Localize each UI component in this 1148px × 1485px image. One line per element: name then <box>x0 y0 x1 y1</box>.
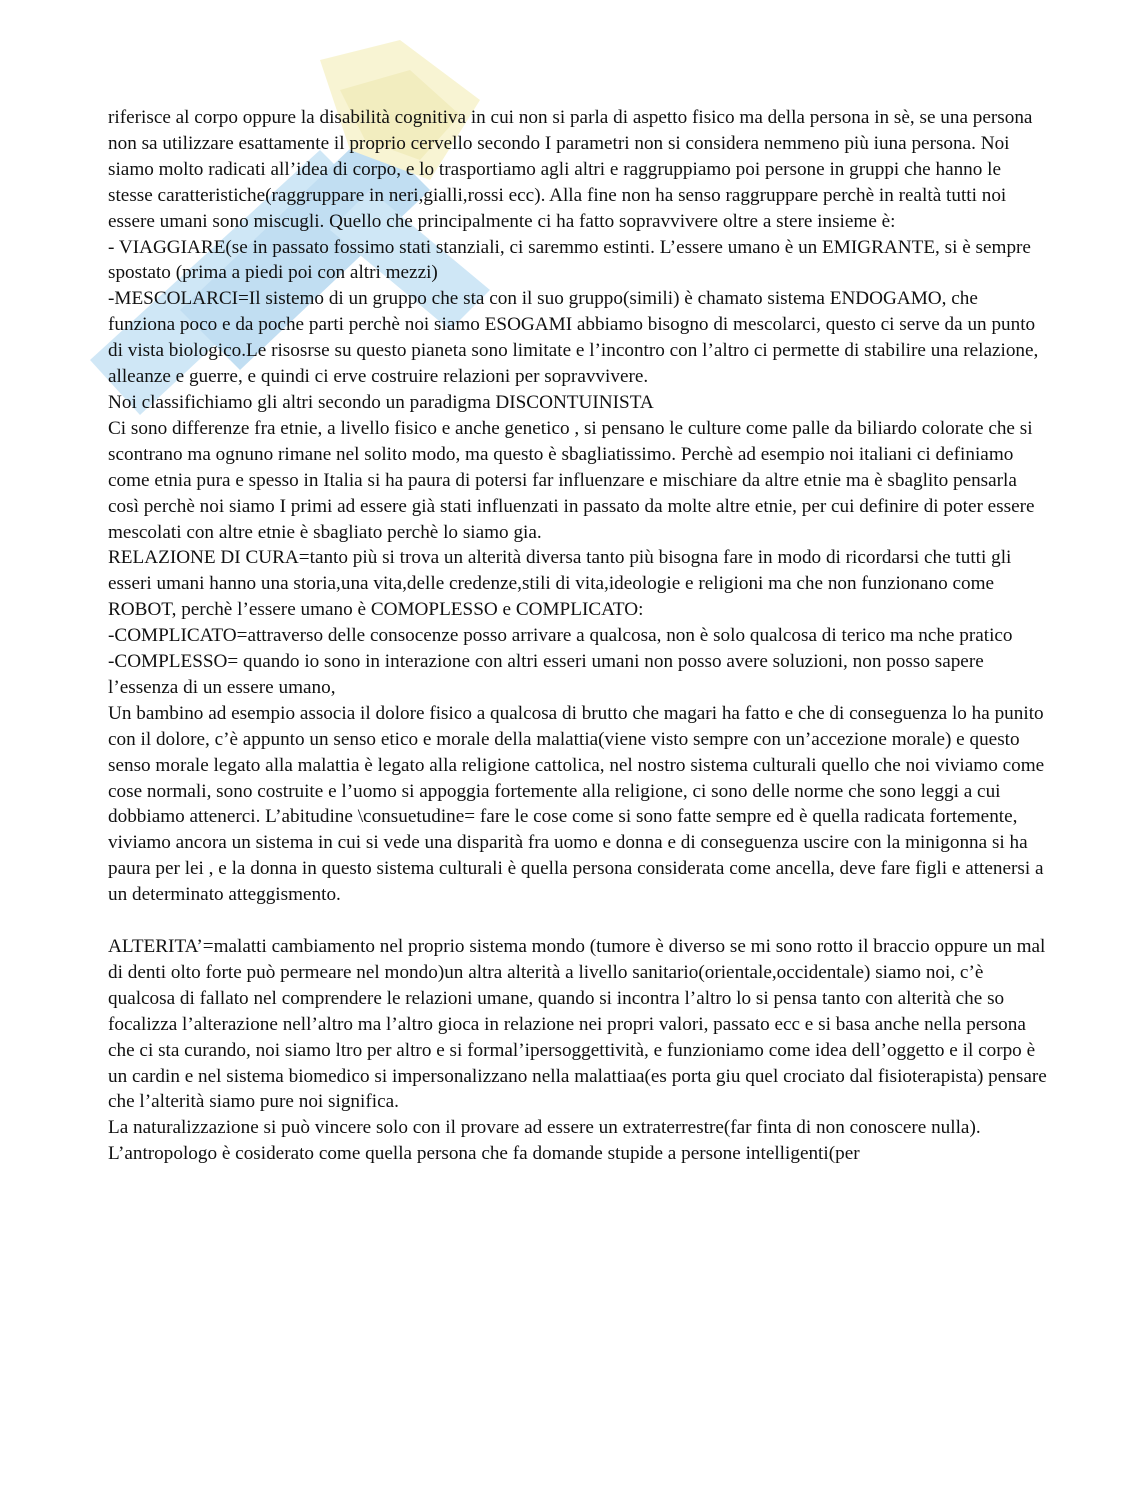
paragraph-complicato: -COMPLICATO=attraverso delle consocenze posso arrivare a qualcosa, non è solo qualcosa di terico ma nche pratico <box>108 625 1013 647</box>
paragraph-etnie: Ci sono differenze fra etnie, a livello fisico e anche genetico , si pensano le culture come palle da biliardo colorate che si scontrano ma ognuno rimane nel solito modo, ma questo è sbagliatissimo. Perchè ad esempio noi italiani ci definiamo come etnia pura e spesso in Italia si ha paura di potersi far influenzare e mischiare da altre etnie ma è sbaglito pensarla così perchè noi siamo I primi ad essere già stati influenzati in passato da molte altre etnie, per cui definire di poter essere mescolati con altre etnie è sbagliato perchè lo siamo gia. <box>108 417 1035 543</box>
paragraph-naturalizzazione: La naturalizzazione si può vincere solo con il provare ad essere un extraterrestre(far finta di non conoscere nulla). <box>108 1117 981 1139</box>
paragraph-paradigma: Noi classifichiamo gli altri secondo un paradigma DISCONTUINISTA <box>108 391 654 413</box>
paragraph-complesso: -COMPLESSO= quando io sono in interazione con altri esseri umani non posso avere soluzioni, non posso sapere l’essenza di un essere umano, <box>108 651 984 698</box>
paragraph-antropologo: L’antropologo è cosiderato come quella persona che fa domande stupide a persone intelligenti(per <box>108 1143 860 1165</box>
blank-line <box>108 908 1048 934</box>
paragraph-relazione-di-cura: RELAZIONE DI CURA=tanto più si trova un alterità diversa tanto più bisogna fare in modo di ricordarsi che tutti gli esseri umani hanno una storia,una vita,delle credenze,stili di vita,ideologie e religioni ma che non funzionano come ROBOT, perchè l’essere umano è COMOPLESSO e COMPLICATO: <box>108 547 1012 621</box>
paragraph-alterita: ALTERITA’=malatti cambiamento nel proprio sistema mondo (tumore è diverso se mi sono rotto il braccio oppure un mal di denti olto forte può permeare nel mondo)un altra alterità a livello sanitario(orientale,occidentale) siamo noi, c’è qualcosa di fallato nel comprendere le relazioni umane, quando si incontra l’altro lo si pensa tanto con alterità che so focalizza l’alterazione nell’altro ma l’altro gioca in relazione nei propri valori, passato ecc e si basa anche nella persona che ci sta curando, noi siamo ltro per altro e si formal’ipersoggettività, e funzioniamo come idea dell’oggetto e il corpo è un cardin e nel sistema biomedico si impersonalizzano nella malattiaa(es porta giu quel crociato dal fisioterapista) pensare che l’alterità siamo pure noi significa. <box>108 935 1047 1113</box>
paragraph-mescolarci: -MESCOLARCI=Il sistemo di un gruppo che sta con il suo gruppo(simili) è chamato sistema ENDOGAMO, che funziona poco e da poche parti perchè noi siamo ESOGAMI abbiamo bisogno di mescolarci, questo ci serve da un punto di vista biologico.Le risosrse su questo pianeta sono limitate e l’incontro con l’altro ci permette di stabilire una relazione, alleanze e guerre, e quindi ci erve costruire relazioni per sopravvivere. <box>108 288 1039 388</box>
paragraph-viaggiare: - VIAGGIARE(se in passato fossimo stati stanziali, ci saremmo estinti. L’essere umano è un EMIGRANTE, si è sempre spostato (prima a piedi poi con altri mezzi) <box>108 236 1031 284</box>
document-body <box>108 105 1048 1167</box>
paragraph-bambino: Un bambino ad esempio associa il dolore fisico a qualcosa di brutto che magari ha fatto e che di conseguenza lo ha punito con il dolore, c’è appunto un senso etico e morale della malattia(viene visto sempre con un’accezione morale) e questo senso morale legato alla malattia è legato alla religione cattolica, nel nostro sistema culturali quello che noi viviamo come cose normali, sono costruite e l’uomo si appoggia fortemente alla religione, ci sono delle norme che sono leggi a cui dobbiamo attenerci. L’abitudine \consuetudine= fare le cose come si sono fatte sempre ed è quella radicata fortemente, viviamo ancora un sistema in cui si vede una disparità fra uomo e donna e di conseguenza uscire con la minigonna si ha paura per lei , e la donna in questo sistema culturali è quella persona considerata come ancella, deve fare figli e attenersi a un determinato atteggismento. <box>108 702 1045 906</box>
paragraph-intro: riferisce al corpo oppure la disabilità cognitiva in cui non si parla di aspetto fisico ma della persona in sè, se una persona non sa utilizzare esattamente il proprio cervello secondo I parametri non si considera nemmeno più iuna persona. Noi siamo molto radicati all’idea di corpo, e lo trasportiamo agli altri e raggruppiamo poi persone in gruppi che hanno le stesse caratteristiche(raggruppare in neri,gialli,rossi ecc). Alla fine non ha senso raggruppare perchè in realtà tutti noi essere umani sono miscugli. Quello che principalmente ci ha fatto sopravvivere oltre a stere insieme è: <box>108 107 1033 232</box>
